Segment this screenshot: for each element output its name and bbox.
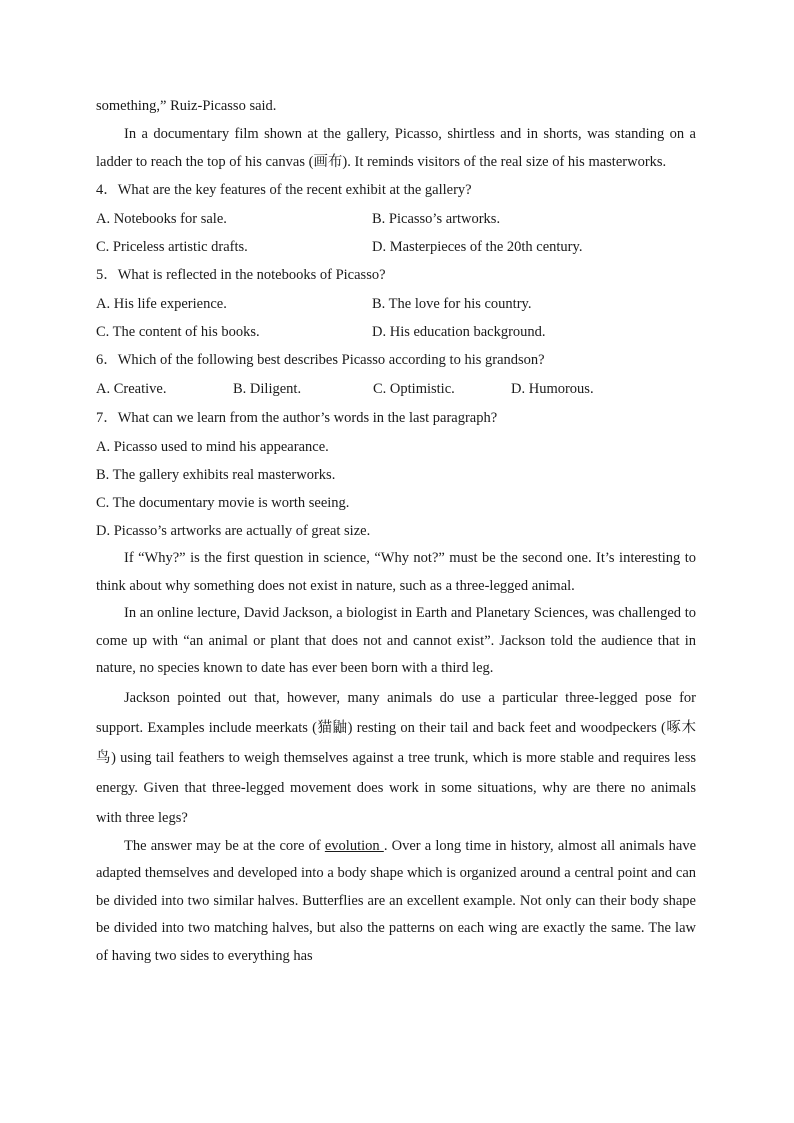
option-7c: C. The documentary movie is worth seeing. — [96, 495, 350, 511]
question-4-options-row-1 — [96, 205, 696, 233]
option-4d: D. Masterpieces of the 20th century. — [372, 239, 583, 255]
option-5b: B. The love for his country. — [372, 296, 532, 312]
option-6d: D. Humorous. — [511, 381, 594, 397]
paragraph-evolution — [96, 833, 696, 971]
paragraph-quote-end: something,” Ruiz-Picasso said. — [96, 98, 277, 114]
option-7d: D. Picasso’s artworks are actually of great size. — [96, 523, 371, 539]
evolution-text-after: . Over a long time in history, almost all animals have adapted themselves and developed into a body shape which is organized around a central point and can be divided into two similar halves. Butterflies are an excellent example. Not only can their body shape be divided into two matching halves, but also the patterns on each wing are exactly the same. The law of having two sides to everything has — [96, 837, 697, 964]
evolution-underlined-word: evolution — [324, 837, 384, 854]
option-5d: D. His education background. — [372, 324, 546, 340]
paragraph-why-not: If “Why?” is the first question in science, “Why not?” must be the second one. It’s interesting to think about why something does not exist in nature, such as a three-legged animal. — [96, 550, 696, 594]
question-6-options-row — [96, 375, 696, 404]
question-5-options-row-1 — [96, 290, 696, 318]
paragraph-documentary: In a documentary film shown at the gallery, Picasso, shirtless and in shorts, was standing on a ladder to reach the top of his canvas (画布). It reminds visitors of the real size of his masterworks. — [96, 126, 696, 170]
question-4-options-row-2 — [96, 233, 696, 261]
option-6a: A. Creative. — [96, 381, 167, 397]
paragraph-online-lecture: In an online lecture, David Jackson, a biologist in Earth and Planetary Sciences, was challenged to come up with “an animal or plant that does not and cannot exist”. Jackson told the audience that in nature, no species known to date has ever been born with a third leg. — [96, 605, 696, 676]
option-5a: A. His life experience. — [96, 296, 227, 312]
option-4c: C. Priceless artistic drafts. — [96, 239, 248, 255]
paragraph-three-legged-pose: Jackson pointed out that, however, many animals do use a particular three-legged pose for support. Examples include meerkats (猫鼬) resting on their tail and back feet and woodpeckers (啄木鸟) using tail feathers to weigh themselves against a tree trunk, which is more stable and requires less energy. Given that three-legged movement does work in some situations, why are there no animals with three legs? — [96, 689, 696, 826]
option-7a: A. Picasso used to mind his appearance. — [96, 439, 329, 455]
option-5c: C. The content of his books. — [96, 324, 260, 340]
question-4: 4．What are the key features of the recent exhibit at the gallery? — [96, 182, 472, 198]
option-4a: A. Notebooks for sale. — [96, 211, 227, 227]
evolution-text-before: The answer may be at the core of — [124, 837, 325, 854]
question-5-options-row-2 — [96, 318, 696, 346]
option-6b: B. Diligent. — [233, 381, 302, 397]
question-6: 6．Which of the following best describes Picasso according to his grandson? — [96, 352, 545, 368]
question-5: 5．What is reflected in the notebooks of Picasso? — [96, 267, 386, 283]
question-7: 7．What can we learn from the author’s words in the last paragraph? — [96, 410, 498, 426]
option-4b: B. Picasso’s artworks. — [372, 211, 501, 227]
option-6c: C. Optimistic. — [373, 381, 455, 397]
document-page — [96, 92, 696, 970]
option-7b: B. The gallery exhibits real masterworks. — [96, 467, 336, 483]
